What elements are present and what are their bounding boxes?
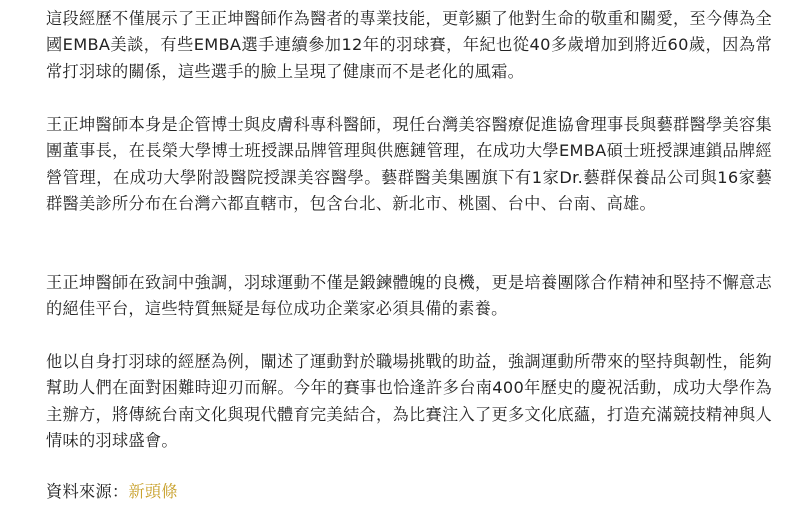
article-paragraph-3: 王正坤醫師在致詞中強調，羽球運動不僅是鍛鍊體魄的良機，更是培養團隊合作精神和堅持不懈意志的絕佳平台，這些特質無疑是每位成功企業家必須具備的素養。 xyxy=(46,273,772,319)
source-link[interactable]: 新頭條 xyxy=(128,482,178,501)
article-paragraph-4: 他以自身打羽球的經歷為例，闡述了運動對於職場挑戰的助益，強調運動所帶來的堅持與韌性，能夠幫助人們在面對困難時迎刃而解。今年的賽事也恰逢許多台南400年歷史的慶祝活動，成功大學作為主辦方，將傳統台南文化與現代體育完美結合，為比賽注入了更多文化底蘊，打造充滿競技精神與人情味的羽球盛會。 xyxy=(46,352,772,450)
article-paragraph-2: 王正坤醫師本身是企管博士與皮膚科專科醫師，現任台灣美容醫療促進協會理事長與藝群醫學美容集團董事長，在長榮大學博士班授課品牌管理與供應鏈管理，在成功大學EMBA碩士班授課連鎖品牌經營管理，在成功大學附設醫院授課美容醫學。藝群醫美集團旗下有1家Dr.藝群保養品公司與16家藝群醫美診所分布在台灣六都直轄市，包含台北、新北市、桃園、台中、台南、高雄。 xyxy=(46,115,772,213)
article-paragraph-1: 這段經歷不僅展示了王正坤醫師作為醫者的專業技能，更彰顯了他對生命的敬重和關愛，至今傳為全國EMBA美談，有些EMBA選手連續參加12年的羽球賽，年紀也從40多歲增加到將近60歲，因為常常打羽球的關係，這些選手的臉上呈現了健康而不是老化的風霜。 xyxy=(46,9,772,81)
source-credit xyxy=(46,479,178,505)
source-label: 資料來源： xyxy=(46,482,129,501)
